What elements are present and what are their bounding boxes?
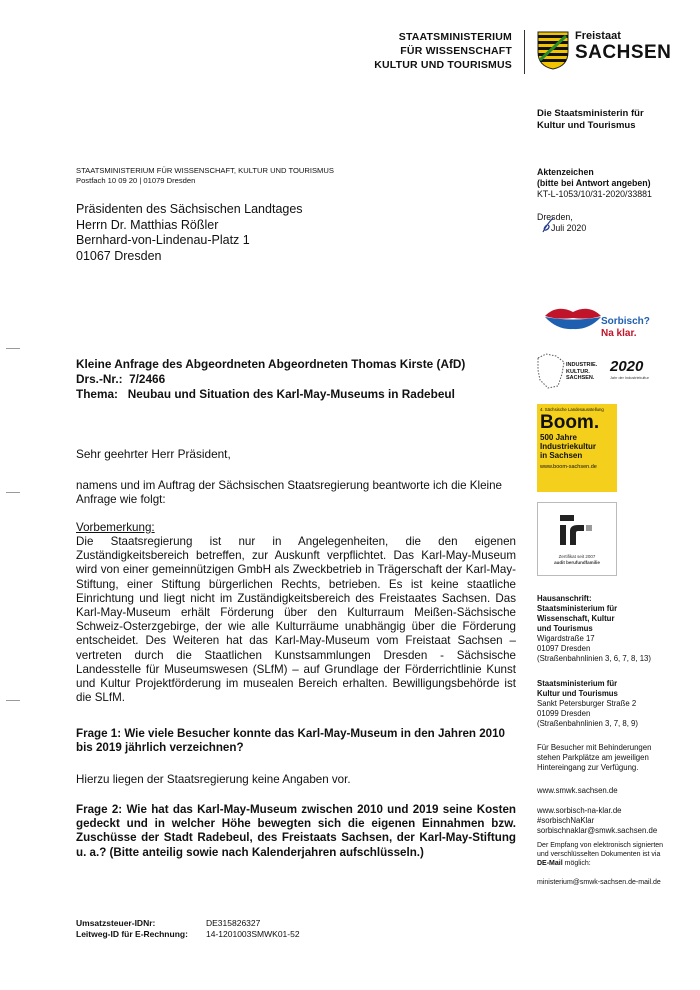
- demail-note: [537, 841, 697, 868]
- answer-1: Hierzu liegen der Staatsregierung keine Angaben vor.: [76, 773, 351, 786]
- accessibility-line: Für Besucher mit Behinderungen: [537, 743, 652, 752]
- hausanschrift-line: Wigardstraße 17: [537, 634, 595, 643]
- demail-address-link[interactable]: ministerium@smwk-sachsen.de-mail.de: [537, 879, 661, 886]
- sorbisch-website-link[interactable]: www.sorbisch-na-klar.de: [537, 806, 622, 815]
- boom-url: www.boom-sachsen.de: [540, 464, 597, 470]
- subject-line: Kleine Anfrage des Abgeordneten Abgeordneten Thomas Kirste (AfD): [76, 357, 466, 371]
- ministry-header: [372, 30, 512, 72]
- boom-line: 500 Jahre: [540, 433, 577, 442]
- aktenzeichen-block: [537, 167, 697, 200]
- leitweg-value: 14-1201003SMWK01-52: [206, 929, 300, 939]
- na-klar-text: Na klar.: [601, 328, 637, 339]
- hausanschrift-line: (Straßenbahnlinien 3, 6, 7, 8, 13): [537, 654, 651, 663]
- saxony-map-icon: [536, 352, 566, 390]
- sorbisch-contact: [537, 806, 697, 836]
- sorbisch-text: Sorbisch?: [601, 316, 650, 327]
- website-link[interactable]: www.smwk.sachsen.de: [537, 786, 618, 795]
- hausanschrift-line: Wissenschaft, Kultur: [537, 614, 615, 623]
- demail-label: DE-Mail: [537, 860, 563, 867]
- demail-line: und verschlüsselten Dokumenten ist via: [537, 851, 661, 858]
- signature-mark-icon: [540, 216, 556, 234]
- aktenzeichen-value: KT-L-1053/10/31-2020/33881: [537, 189, 652, 199]
- recipient-line: 01067 Dresden: [76, 248, 162, 263]
- sender-line: Postfach 10 09 20 | 01079 Dresden: [76, 175, 196, 185]
- hausanschrift-line: Staatsministerium für: [537, 604, 618, 613]
- sorbisch-hashtag: #sorbischNaKlar: [537, 816, 595, 825]
- ministerin-line: Kultur und Tourismus: [537, 120, 636, 131]
- header-divider: [524, 30, 525, 74]
- sender-line: STAATSMINISTERIUM FÜR WISSENSCHAFT, KULTUR UND TOURISMUS: [76, 166, 334, 175]
- footer: [76, 918, 300, 940]
- intro-paragraph: namens und im Auftrag der Sächsischen Staatsregierung beantworte ich die Kleine Anfrage wie folgt:: [76, 479, 503, 507]
- letter-subject: [76, 357, 516, 402]
- accessibility-note: [537, 743, 697, 773]
- industriekultur-logo: [536, 352, 656, 392]
- recipient-line: Präsidenten des Sächsischen Landtages: [76, 202, 303, 216]
- sm-address-block: [537, 679, 697, 729]
- leitweg-label: Leitweg-ID für E-Rechnung:: [76, 929, 188, 939]
- sorbisch-email-link[interactable]: sorbischnaklar@smwk.sachsen.de: [537, 826, 658, 835]
- aktenzeichen-label: Aktenzeichen: [537, 167, 594, 177]
- industrie-year: 2020: [610, 358, 644, 375]
- sachsen-label: SACHSEN: [575, 42, 672, 63]
- fold-mark: [6, 348, 20, 349]
- sm-line: (Straßenbahnlinien 3, 7, 8, 9): [537, 719, 638, 728]
- ust-label: Umsatzsteuer-IDNr:: [76, 918, 156, 928]
- accessibility-line: stehen Parkplätze am jeweiligen: [537, 753, 649, 762]
- vorbemerkung-heading: Vorbemerkung:: [76, 521, 155, 534]
- ministry-line: FÜR WISSENSCHAFT: [400, 45, 512, 57]
- boom-title: Boom.: [540, 412, 600, 433]
- recipient-line: Bernhard-von-Lindenau-Platz 1: [76, 233, 250, 247]
- hausanschrift-label: Hausanschrift:: [537, 594, 592, 603]
- boom-logo: [537, 404, 617, 492]
- ministerin-title: [537, 108, 687, 132]
- freistaat-label: Freistaat: [575, 30, 621, 42]
- sm-line: Staatsministerium für: [537, 679, 618, 688]
- audit-mark-icon: [556, 509, 598, 549]
- fold-mark: [6, 700, 20, 701]
- sorbisch-logo: [543, 302, 653, 344]
- fold-mark: [6, 492, 20, 493]
- date-place: Dresden,: [537, 212, 573, 222]
- saxony-crest-icon: [536, 30, 570, 70]
- salutation: Sehr geehrter Herr Präsident,: [76, 447, 231, 461]
- boom-small-text: 4. Sächsische Landesausstellung: [540, 407, 604, 412]
- subject-thema: Thema: Neubau und Situation des Karl-May-Museums in Radebeul: [76, 387, 455, 401]
- recipient-address: [76, 202, 303, 264]
- question-2: Frage 2: Wie hat das Karl-May-Museum zwischen 2010 und 2019 seine Kosten gedeckt und in welcher Höhe bewegten sich die eigenen Einnahmen bzw. Zuschüsse der Stadt Radebeul, des Freistaats Sachsen, der Karl-May-Stiftung u. a.? (Bitte anteilig sowie nach Kalenderjahren aufschlüsseln.): [76, 803, 516, 859]
- question-1: Frage 1: Wie viele Besucher konnte das Karl-May-Museum in den Jahren 2010 bis 2019 jährlich verzeichnen?: [76, 727, 506, 755]
- sm-line: Sankt Petersburger Straße 2: [537, 699, 637, 708]
- aktenzeichen-hint: (bitte bei Antwort angeben): [537, 178, 651, 188]
- sender-address: [76, 166, 334, 185]
- subject-drs: Drs.-Nr.: 7/2466: [76, 372, 166, 386]
- industrie-line: SACHSEN.: [566, 375, 595, 381]
- hausanschrift-block: [537, 594, 697, 664]
- audit-logo: [537, 502, 617, 576]
- ust-value: DE315826327: [206, 918, 261, 928]
- sm-line: Kultur und Tourismus: [537, 689, 618, 698]
- date-value: Juli 2020: [551, 223, 587, 233]
- industrie-line: INDUSTRIE.: [566, 362, 598, 368]
- audit-line: audit berufundfamilie: [554, 560, 600, 565]
- recipient-line: Herrn Dr. Matthias Rößler: [76, 217, 219, 232]
- ministerin-line: Die Staatsministerin für: [537, 108, 644, 119]
- accessibility-line: Hintereingang zur Verfügung.: [537, 763, 639, 772]
- hausanschrift-line: 01097 Dresden: [537, 644, 591, 653]
- sm-line: 01099 Dresden: [537, 709, 591, 718]
- industrie-line: KULTUR.: [566, 368, 590, 375]
- industrie-sub: Jahr der Industriekultur: [610, 376, 649, 380]
- boom-line: in Sachsen: [540, 451, 583, 460]
- ministry-line: KULTUR UND TOURISMUS: [374, 59, 512, 71]
- audit-line: Zertifikat seit 2007: [558, 554, 596, 559]
- demail-after: möglich:: [564, 860, 591, 867]
- demail-line: Der Empfang von elektronisch signierten: [537, 842, 664, 849]
- lips-icon: [543, 302, 603, 332]
- vorbemerkung-paragraph: Die Staatsregierung ist nur in Angelegenheiten, die den eigenen Zuständigkeitsbereich betreffen, zur Auskunft verpflichtet. Das Karl-May-Museum wird von einer gemeinnützigen GmbH als Zweckbetrieb in Trägerschaft der Karl-May-Stiftung, einer Stiftung bürgerlichen Rechts, betrieben. Es ist keine staatliche Einrichtung und liegt nicht im Zuständigkeitsbereich des Freistaates Sachsen. Das Karl-May-Museum erhält Förderung über den Kulturraum Meißen-Sächsische Schweiz-Osterzgebirge, der wie alle Kulturräume unabhängig über die Förderung entscheidet. Des Weiteren hat das Karl-May-Museum vom Freistaat Sachsen – vertreten durch die Staatlichen Kunstsammlungen Dresden - Sächsische Landesstelle für Museumswesen (SLfM) – auf Grundlage der Förderrichtlinie Kunst und Kultur Projektförderung im musealen Bereich erhalten. Bewilligungsbehörde ist die SLfM.: [76, 535, 516, 705]
- boom-line: Industriekultur: [540, 442, 597, 451]
- hausanschrift-line: und Tourismus: [537, 624, 593, 633]
- ministry-line: STAATSMINISTERIUM: [398, 31, 512, 43]
